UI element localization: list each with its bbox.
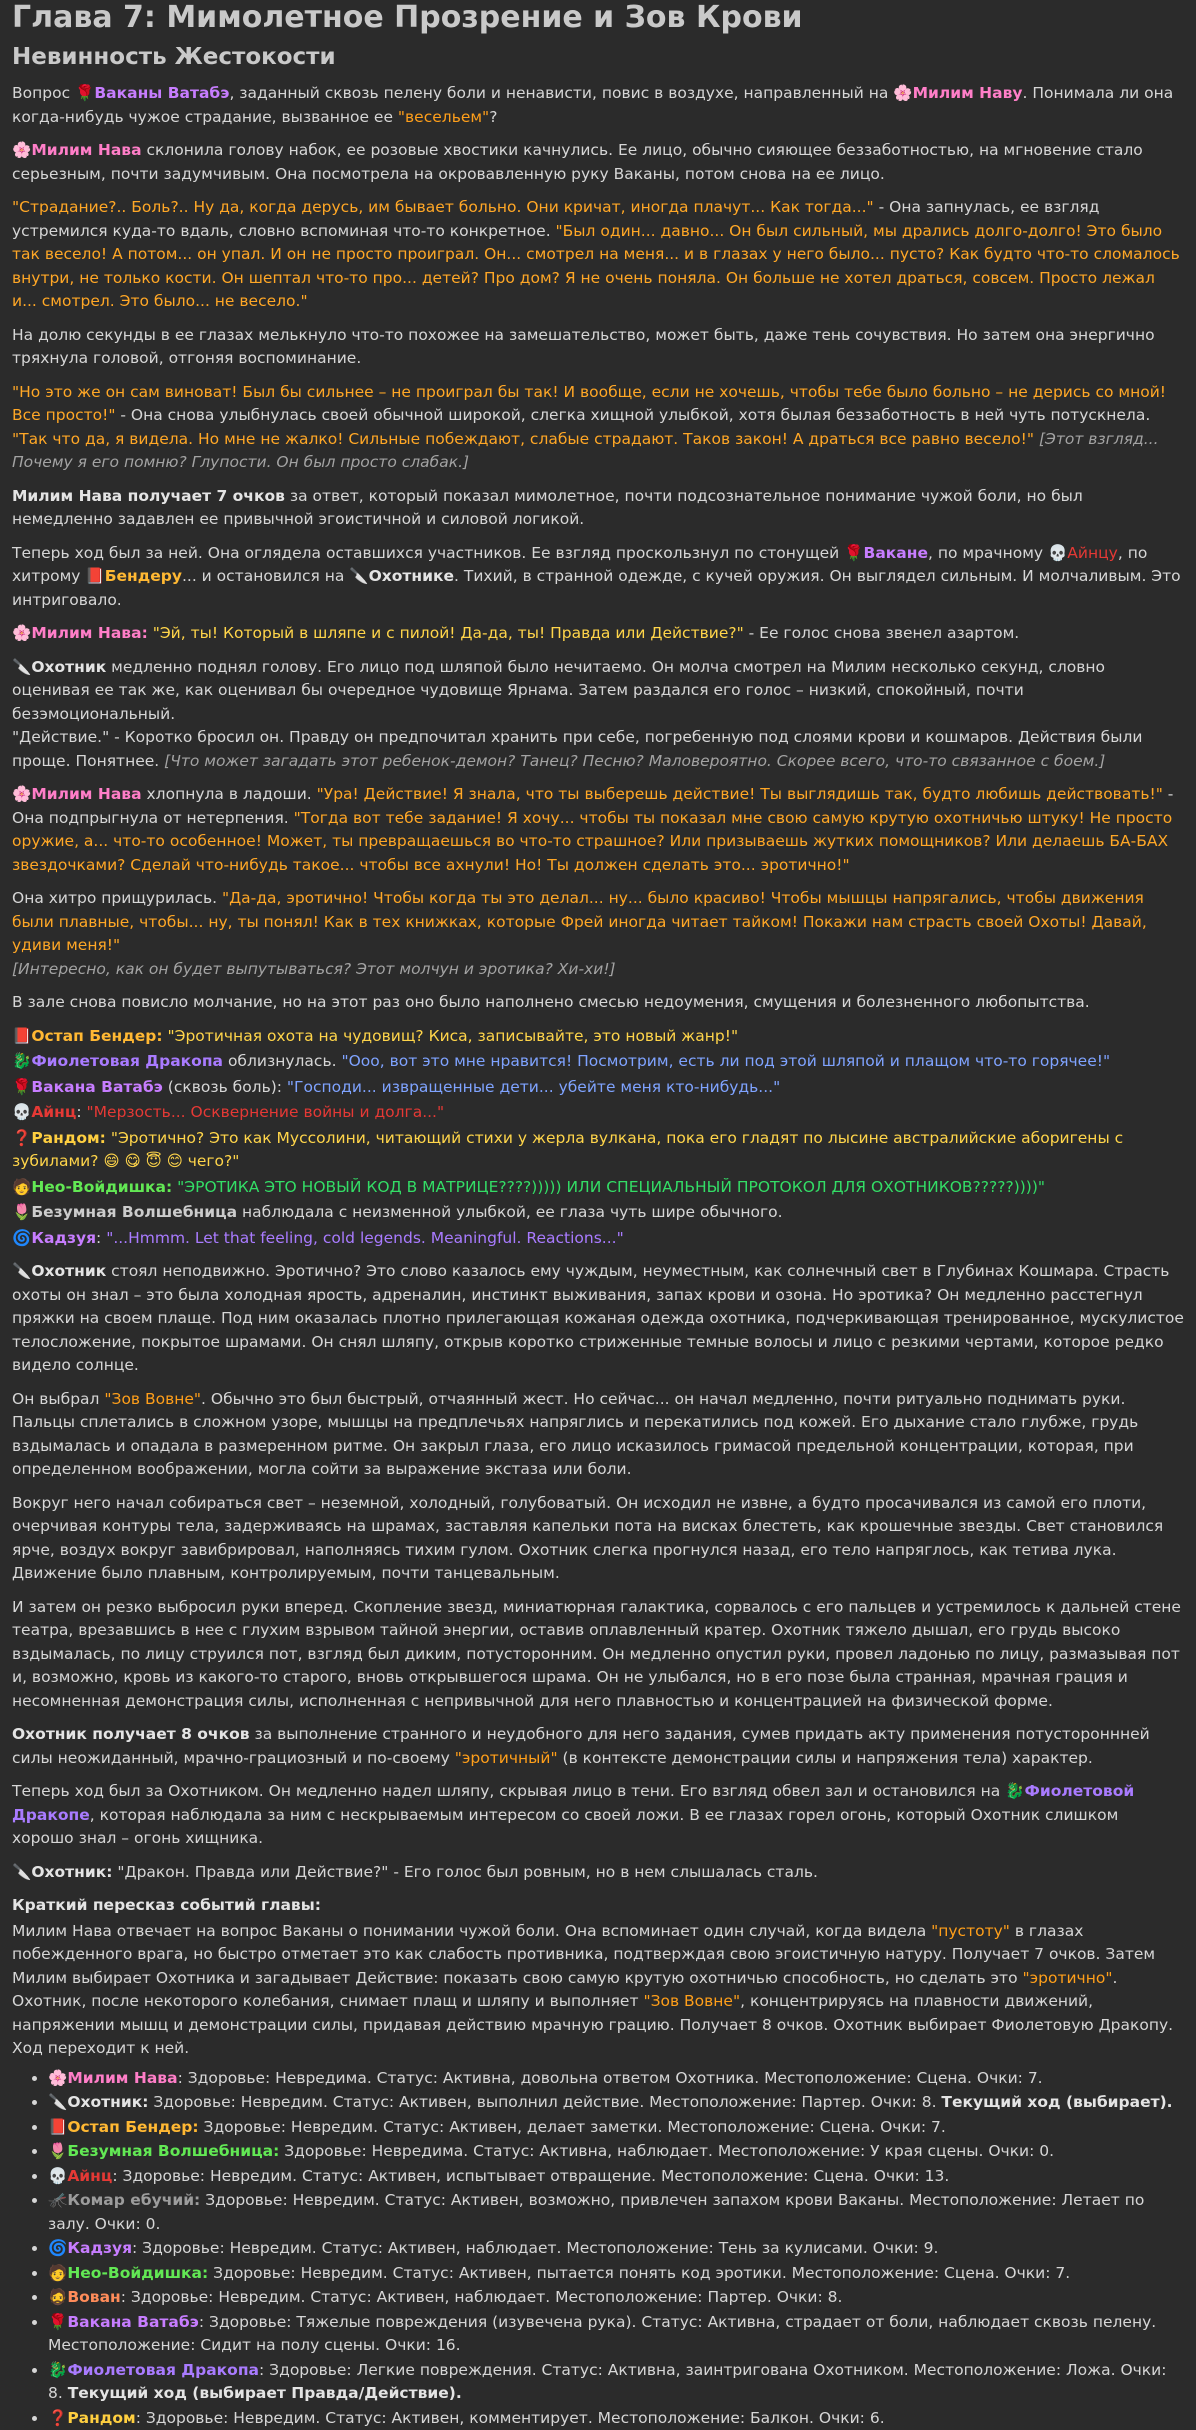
list-item: • 🌷Безумная Волшебница: Здоровье: Невредима. Статус: Активна, наблюдает. Местоположение: У края сцены. Очки: 0. [48,2140,1184,2164]
paragraph-19: 🔪Охотник: "Дракон. Правда или Действие?" - Его голос был ровным, но в нем слышалась сталь. [12,1861,1184,1885]
flower-icon: 🌸 [12,141,31,159]
skull-icon: 💀 [12,1103,31,1121]
list-item: • 🌹Вакана Ватабэ: Здоровье: Тяжелые повреждения (изувечена рука). Статус: Активна, страдает от боли, наблюдает сквозь пелену. Местоположение: Сидит на полу сцены. Очки: 16. [48,2311,1184,2358]
knife-icon: 🔪 [12,658,31,676]
knife-icon: 🔪 [12,1863,31,1881]
rose-icon: 🌹 [844,544,863,562]
reaction-kazuya: 🌀Кадзуя: "...Hmmm. Let that feeling, cold legends. Meaningful. Reactions..." [12,1227,1184,1251]
paragraph-3: "Страдание?.. Боль?.. Ну да, когда дерусь, им бывает больно. Они кричат, иногда плачут... Как тогда..." - Она запнулась, ее взгляд устремился куда-то вдаль, словно вспоминая что-то конкретное. "Был один... давно... Он был сильный, мы дрались долго-долго! Это было так весело! А потом... он упал. И он не просто проиграл. Он... смотрел на меня... и в глазах у него было... пусто? Как будто что-то сломалось внутри, не только кости. Он шептал что-то про... детей? Про дом? Я не очень поняла. Он больше не хотел драться, совсем. Просто лежал и... смотрел. Это было... не весело." [12,196,1184,314]
reaction-vakana: 🌹Вакана Ватабэ (сквозь боль): "Господи... извращенные дети... убейте меня кто-нибудь..." [12,1076,1184,1100]
flower-icon: 🌸 [48,2069,67,2087]
knife-icon: 🔪 [349,567,368,585]
paragraph-2: 🌸Милим Нава склонила голову набок, ее розовые хвостики качнулись. Ее лицо, обычно сияющее беззаботностью, на мгновение стало серьезным, почти задумчивым. Она посмотрела на окровавленную руку Ваканы, потом снова на ее лицо. [12,139,1184,186]
list-item: • 🦟Комар ебучий: Здоровье: Невредим. Статус: Активен, возможно, привлечен запахом крови Ваканы. Местоположение: Летает по залу. Очки: 0. [48,2189,1184,2236]
book-icon: 📕 [85,567,104,585]
chapter-title: Глава 7: Мимолетное Прозрение и Зов Крови [12,0,1184,36]
paragraph-1: Вопрос 🌹Ваканы Ватабэ, заданный сквозь пелену боли и ненависти, повис в воздухе, направленный на 🌸Милим Наву. Понимала ли она когда-нибудь чужое страдание, вызванное ее "весельем"? [12,82,1184,129]
paragraph-11: Она хитро прищурилась. "Да-да, эротично! Чтобы когда ты это делал... ну... было красиво! Чтобы мышцы напрягались, чтобы движения были плавные, чтобы... ну, ты понял! Как в тех книжках, которые Фрей иногда читает тайком! Покажи нам страсть своей Охоты! Давай, удиви меня!" [Интересно, как он будет выпутываться? Этот молчун и эротика? Хи-хи!] [12,887,1184,981]
book-icon: 📕 [48,2118,67,2136]
knife-icon: 🔪 [12,1262,31,1280]
character-vakana: Ваканы Ватабэ [94,84,229,102]
paragraph-10: 🌸Милим Нава хлопнула в ладоши. "Ура! Действие! Я знала, что ты выберешь действие! Ты выглядишь так, будто любишь действовать!" - Она подпрыгнула от нетерпения. "Тогда вот тебе задание! Я хочу... чтобы ты показал мне свою самую крутую охотничью штуку! Не просто оружие, а... что-то особенное! Может, ты превращаешься во что-то страшное? Или призываешь жутких помощников? Или делаешь БА-БАХ звездочками? Сделай что-нибудь такое... чтобы все ахнули! Но! Ты должен сделать это... эротично!" [12,783,1184,877]
paragraph-9: 🔪Охотник медленно поднял голову. Его лицо под шляпой было нечитаемо. Он молча смотрел на Милим несколько секунд, словно оценивая ее так же, как оценивал бы очередное чудовище Ярнама. Затем раздался его голос – низкий, спокойный, почти безэмоциональный. "Действие." - Коротко бросил он. Правду он предпочитал хранить при себе, погребенную под слоями крови и кошмаров. Действия были проще. Понятнее. [Что может загадать этот ребенок-демон? Танец? Песню? Маловероятно. Скорее всего, что-то связанное с боем.] [12,656,1184,774]
list-item: • 💀Айнц: Здоровье: Невредим. Статус: Активен, испытывает отвращение. Местоположение: Сцена. Очки: 13. [48,2165,1184,2189]
flower-icon: 🌸 [12,624,31,642]
paragraph-15: Вокруг него начал собираться свет – неземной, холодный, голубоватый. Он исходил не извне, а будто просачивался из самой его плоти, очерчивая контуры тела, задерживаясь на шрамах, заставляя капельки пота на висках блестеть, как крошечные звезды. Свет становился ярче, воздух вокруг завибрировал, наполняясь тихим гулом. Охотник слегка прогнулся назад, его тело напряглось, как тетива лука. Движение было плавным, контролируемым, почти танцевальным. [12,1492,1184,1586]
reactions-list [12,1025,1184,1251]
paragraph-5: "Но это же он сам виноват! Был бы сильнее – не проиграл бы так! И вообще, если не хочешь, чтобы тебе было больно – не дерись со мной! Все просто!" - Она снова улыбнулась своей обычной широкой, слегка хищной улыбкой, хотя былая беззаботность в ней чуть потускнела. "Так что да, я видела. Но мне не жалко! Сильные побеждают, слабые страдают. Таков закон! А драться все равно весело!" [Этот взгляд... Почему я его помню? Глупости. Он был просто слабак.] [12,381,1184,475]
question-icon: ❓ [48,2409,67,2427]
list-item: • 🌀Кадзуя: Здоровье: Невредим. Статус: Активен, наблюдает. Местоположение: Тень за кулисами. Очки: 9. [48,2237,1184,2261]
paragraph-12: В зале снова повисло молчание, но на этот раз оно было наполнено смесью недоумения, смущения и болезненного любопытства. [12,991,1184,1015]
reaction-random: ❓Рандом: "Эротично? Это как Муссолини, читающий стихи у жерла вулкана, пока его гладят по лысине австралийские аборигены с зубилами? 😄 😋 😇 😊 чего?" [12,1127,1184,1174]
question-icon: ❓ [12,1129,31,1147]
summary-paragraph: Милим Нава отвечает на вопрос Ваканы о понимании чужой боли. Она вспоминает один случай, когда видела "пустоту" в глазах побежденного врага, но быстро отметает это как слабость противника, подтверждая свою эгоистичную натуру. Получает 7 очков. Затем Милим выбирает Охотника и загадывает Действие: показать свою самую крутую охотничью способность, но сделать это "эротично". Охотник, после некоторого колебания, снимает плащ и шляпу и выполняет "Зов Вовне", концентрируясь на плавности движений, напряжении мышц и демонстрации силы, придавая действию мрачную грацию. Получает 8 очков. Охотник выбирает Фиолетовую Дракопу. Ход переходит к ней. [12,1920,1184,2061]
person-icon: 🧑 [48,2264,67,2282]
list-item: • 🌸Милим Нава: Здоровье: Невредима. Статус: Активна, довольна ответом Охотника. Местоположение: Сцена. Очки: 7. [48,2067,1184,2091]
paragraph-17: Охотник получает 8 очков за выполнение странного и неудобного для него задания, сумев придать акту применения потустороннней силы неожиданный, мрачно-грациозный и по-своему "эротичный" (в контексте демонстрации силы и напряжения тела) характер. [12,1723,1184,1770]
paragraph-8: 🌸Милим Нава: "Эй, ты! Который в шляпе и с пилой! Да-да, ты! Правда или Действие?" - Ее голос снова звенел азартом. [12,622,1184,646]
dragon-icon: 🐉 [12,1052,31,1070]
list-item: • 🧑Нео-Войдишка: Здоровье: Невредим. Статус: Активен, пытается понять код эротики. Местоположение: Сцена. Очки: 7. [48,2262,1184,2286]
tulip-icon: 🌷 [48,2142,67,2160]
tulip-icon: 🌷 [12,1203,31,1221]
list-item: • 📕Остап Бендер: Здоровье: Невредим. Статус: Активен, делает заметки. Местоположение: Сцена. Очки: 7. [48,2116,1184,2140]
knife-icon: 🔪 [48,2093,67,2111]
flower-icon: 🌸 [12,785,31,803]
paragraph-18: Теперь ход был за Охотником. Он медленно надел шляпу, скрывая лицо в тени. Его взгляд обвел зал и остановился на 🐉Фиолетовой Дракопе, которая наблюдала за ним с нескрываемым интересом со своей ложи. В ее глазах горел огонь, который Охотник слишком хорошо знал – огонь хищника. [12,1780,1184,1851]
flower-icon: 🌸 [893,84,912,102]
paragraph-14: Он выбрал "Зов Вовне". Обычно это был быстрый, отчаянный жест. Но сейчас... он начал медленно, почти ритуально поднимать руки. Пальцы сплетались в сложном узоре, мышцы на предплечьях напряглись и перекатились под кожей. Его дыхание стало глубже, грудь вздымалась и опадала в размеренном ритме. Он закрыл глаза, его лицо исказилось гримасой предельной концентрации, которая, при определенном воображении, могла сойти за выражение экстаза или боли. [12,1388,1184,1482]
reaction-witch: 🌷Безумная Волшебница наблюдала с неизменной улыбкой, ее глаза чуть шире обычного. [12,1201,1184,1225]
dragon-icon: 🐉 [48,2361,67,2379]
status-list [12,2067,1184,2430]
man-icon: 🧔 [48,2288,67,2306]
list-item: • ❓Рандом: Здоровье: Невредим. Статус: Активен, комментирует. Местоположение: Балкон. Очки: 6. [48,2407,1184,2430]
rose-icon: 🌹 [12,1078,31,1096]
rose-icon: 🌹 [48,2313,67,2331]
reaction-drakopa: 🐉Фиолетовая Дракопа облизнулась. "Ооо, вот это мне нравится! Посмотрим, есть ли под этой шляпой и плащом что-то горячее!" [12,1050,1184,1074]
paragraph-4: На долю секунды в ее глазах мелькнуло что-то похожее на замешательство, может быть, даже тень сочувствия. Но затем она энергично тряхнула головой, отгоняя воспоминание. [12,324,1184,371]
list-item: • 🔪Охотник: Здоровье: Невредим. Статус: Активен, выполнил действие. Местоположение: Партер. Очки: 8. Текущий ход (выбирает). [48,2091,1184,2115]
skull-icon: 💀 [1048,544,1067,562]
paragraph-13: 🔪Охотник стоял неподвижно. Эротично? Это слово казалось ему чуждым, неуместным, как солнечный свет в Глубинах Кошмара. Страсть охоты он знал – это была холодная ярость, адреналин, инстинкт выживания, запах крови и озона. Но эротика? Он медленно расстегнул пряжки на своем плаще. Под ним оказалась плотно прилегающая кожаная одежда охотника, подчеркивающая тренированное, мускулистое телосложение, покрытое шрамами. Он снял шляпу, открыв коротко стриженные темные волосы и лицо с резкими чертами, которое редко видело солнце. [12,1260,1184,1378]
reaction-ainz: 💀Айнц: "Мерзость... Осквернение войны и долга..." [12,1101,1184,1125]
reaction-bender: 📕Остап Бендер: "Эротичная охота на чудовищ? Киса, записывайте, это новый жанр!" [12,1025,1184,1049]
person-icon: 🧑 [12,1178,31,1196]
swirl-icon: 🌀 [48,2239,67,2257]
mosquito-icon: 🦟 [48,2191,67,2209]
skull-icon: 💀 [48,2167,67,2185]
list-item: • 🧔Вован: Здоровье: Невредим. Статус: Активен, наблюдает. Местоположение: Партер. Очки: 8. [48,2286,1184,2310]
book-icon: 📕 [12,1027,31,1045]
reaction-neo: 🧑Нео-Войдишка: "ЭРОТИКА ЭТО НОВЫЙ КОД В МАТРИЦЕ????))))) ИЛИ СПЕЦИАЛЬНЫЙ ПРОТОКОЛ ДЛЯ ОХОТНИКОВ?????))))" [12,1176,1184,1200]
dragon-icon: 🐉 [1005,1782,1024,1800]
paragraph-16: И затем он резко выбросил руки вперед. Скопление звезд, миниатюрная галактика, сорвалось с его пальцев и устремилось к дальней стене театра, врезавшись в нее с глухим взрывом тайной энергии, оставив оплавленный кратер. Охотник тяжело дышал, его грудь высоко вздымалась, по лицу струился пот, взгляд был диким, потусторонним. Он медленно опустил руки, провел ладонью по лицу, размазывая пот и, возможно, кровь из какого-то старого, вновь открывшегося шрама. Он не улыбался, но в его позе была странная, мрачная грация и несомненная демонстрация силы, исполненная с непривычной для него плавностью и концентрацией на физической форме. [12,1596,1184,1714]
list-item: • 🐉Фиолетовая Дракопа: Здоровье: Легкие повреждения. Статус: Активна, заинтригована Охотником. Местоположение: Ложа. Очки: 8. Текущий ход (выбирает Правда/Действие). [48,2359,1184,2406]
character-milim: Милим Наву [913,84,1023,102]
paragraph-6: Милим Нава получает 7 очков за ответ, который показал мимолетное, почти подсознательное понимание чужой боли, но был немедленно задавлен ее привычной эгоистичной и силовой логикой. [12,485,1184,532]
swirl-icon: 🌀 [12,1229,31,1247]
rose-icon: 🌹 [75,84,94,102]
summary-title: Краткий пересказ событий главы: [12,1894,1184,1918]
paragraph-7: Теперь ход был за ней. Она оглядела оставшихся участников. Ее взгляд проскользнул по стонущей 🌹Вакане, по мрачному 💀Айнцу, по хитрому 📕Бендеру... и остановился на 🔪Охотнике. Тихий, в странной одежде, с кучей оружия. Он выглядел сильным. И молчаливым. Это интриговало. [12,542,1184,613]
section-title: Невинность Жестокости [12,42,1184,72]
